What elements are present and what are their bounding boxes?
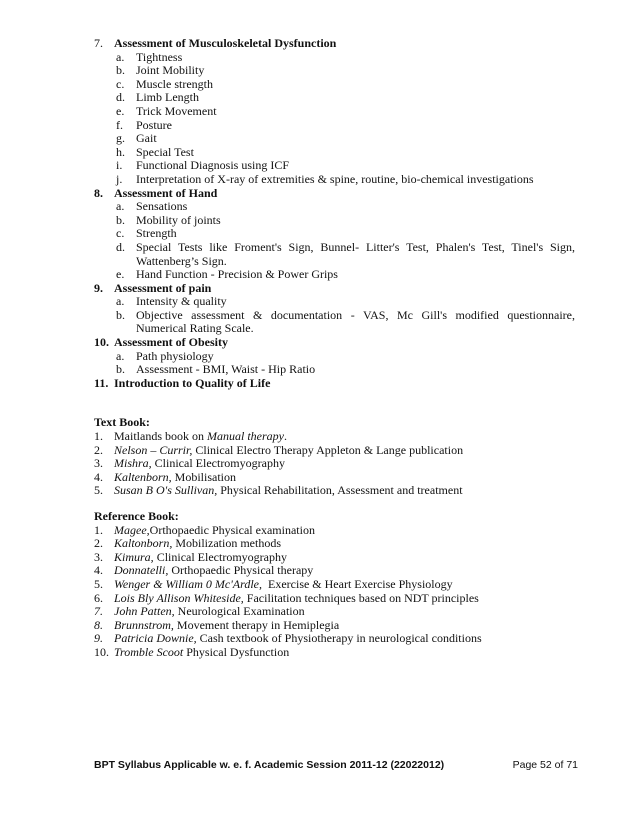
reference-list	[94, 524, 575, 660]
list-item: b. Mobility of joints	[116, 212, 221, 227]
list-item: 2. Kaltonborn, Mobilization methods	[94, 536, 281, 551]
section-7-heading	[94, 37, 575, 51]
section-11-heading	[94, 377, 575, 391]
section-8-list	[94, 200, 575, 282]
list-item: e. Hand Function - Precision & Power Grips	[116, 267, 338, 282]
list-item: 6. Lois Bly Allison Whiteside, Facilitation techniques based on NDT principles	[94, 590, 479, 605]
page-footer	[94, 759, 578, 771]
footer-syllabus-text: BPT Syllabus Applicable w. e. f. Academic Session 2011-12 (22022012)	[94, 759, 445, 771]
list-item: 4. Kaltenborn, Mobilisation	[94, 469, 237, 484]
list-item: 8. Brunnstrom, Movement therapy in Hemiplegia	[94, 617, 340, 632]
list-item: 7. John Patten, Neurological Examination	[94, 604, 305, 619]
list-item: g. Gait	[116, 131, 157, 146]
list-item: c. Muscle strength	[116, 76, 213, 91]
list-item: 4. Donnatelli, Orthopaedic Physical therapy	[94, 563, 314, 578]
list-item: b. Assessment - BMI, Waist - Hip Ratio	[116, 362, 316, 377]
section-10-heading	[94, 336, 575, 350]
list-item: b. Joint Mobility	[116, 63, 205, 78]
list-item: b. Objective assessment & documentation - VAS, Mc Gill's modified questionnaire, Numerical Rating Scale.	[116, 307, 575, 336]
list-item: 2. Nelson – Currir, Clinical Electro Therapy Appleton & Lange publication	[94, 442, 464, 457]
list-item: j. Interpretation of X-ray of extremities & spine, routine, bio-chemical investigations	[116, 171, 534, 186]
section-title: Assessment of Musculoskeletal Dysfunction	[114, 36, 337, 50]
list-item: 10. Tromble Scoot Physical Dysfunction	[94, 644, 290, 659]
section-number: 10.	[94, 335, 109, 350]
list-item: e. Trick Movement	[116, 103, 217, 118]
reference-heading: Reference Book:	[94, 509, 179, 523]
list-item: h. Special Test	[116, 144, 194, 159]
section-number: 7.	[94, 36, 103, 50]
list-item: 9. Patricia Downie, Cash textbook of Physiotherapy in neurological conditions	[94, 631, 482, 646]
list-item: 5. Susan B O's Sullivan, Physical Rehabilitation, Assessment and treatment	[94, 483, 463, 498]
list-item: d. Special Tests like Froment's Sign, Bunnel- Litter's Test, Phalen's Test, Tinel's Sign, Wattenberg’s Sign.	[116, 239, 575, 268]
section-10-list	[94, 350, 575, 377]
list-item: a. Sensations	[116, 199, 188, 214]
section-title: Assessment of Obesity	[114, 335, 228, 350]
list-item: 5. Wenger & William 0 Mc'Ardle, Exercise & Heart Exercise Physiology	[94, 576, 453, 591]
section-title: Introduction to Quality of Life	[114, 375, 271, 390]
list-item: 1. Magee,Orthopaedic Physical examination	[94, 522, 315, 537]
section-9-list	[94, 295, 575, 336]
list-item: c. Strength	[116, 226, 177, 241]
list-item: d. Limb Length	[116, 90, 199, 105]
section-title: Assessment of Hand	[114, 185, 218, 200]
list-item: a. Tightness	[116, 49, 183, 64]
section-8-heading	[94, 187, 575, 201]
textbook-list	[94, 430, 575, 498]
section-number: 8.	[94, 185, 103, 200]
section-title: Assessment of pain	[114, 280, 212, 295]
page-content	[94, 37, 575, 660]
list-item: 3. Kimura, Clinical Electromyography	[94, 549, 287, 564]
list-item: i. Functional Diagnosis using ICF	[116, 158, 290, 173]
section-number: 11.	[94, 375, 109, 390]
section-number: 9.	[94, 280, 103, 295]
list-item: a. Path physiology	[116, 348, 214, 363]
footer-page-number: Page 52 of 71	[512, 759, 578, 771]
textbook-heading: Text Book:	[94, 415, 150, 430]
section-7-list	[94, 51, 575, 187]
list-item: f. Posture	[116, 117, 172, 132]
list-item: 1. Maitlands book on Manual therapy.	[94, 429, 287, 444]
list-item: a. Intensity & quality	[116, 294, 227, 309]
list-item: 3. Mishra, Clinical Electromyography	[94, 456, 285, 471]
section-9-heading	[94, 282, 575, 296]
